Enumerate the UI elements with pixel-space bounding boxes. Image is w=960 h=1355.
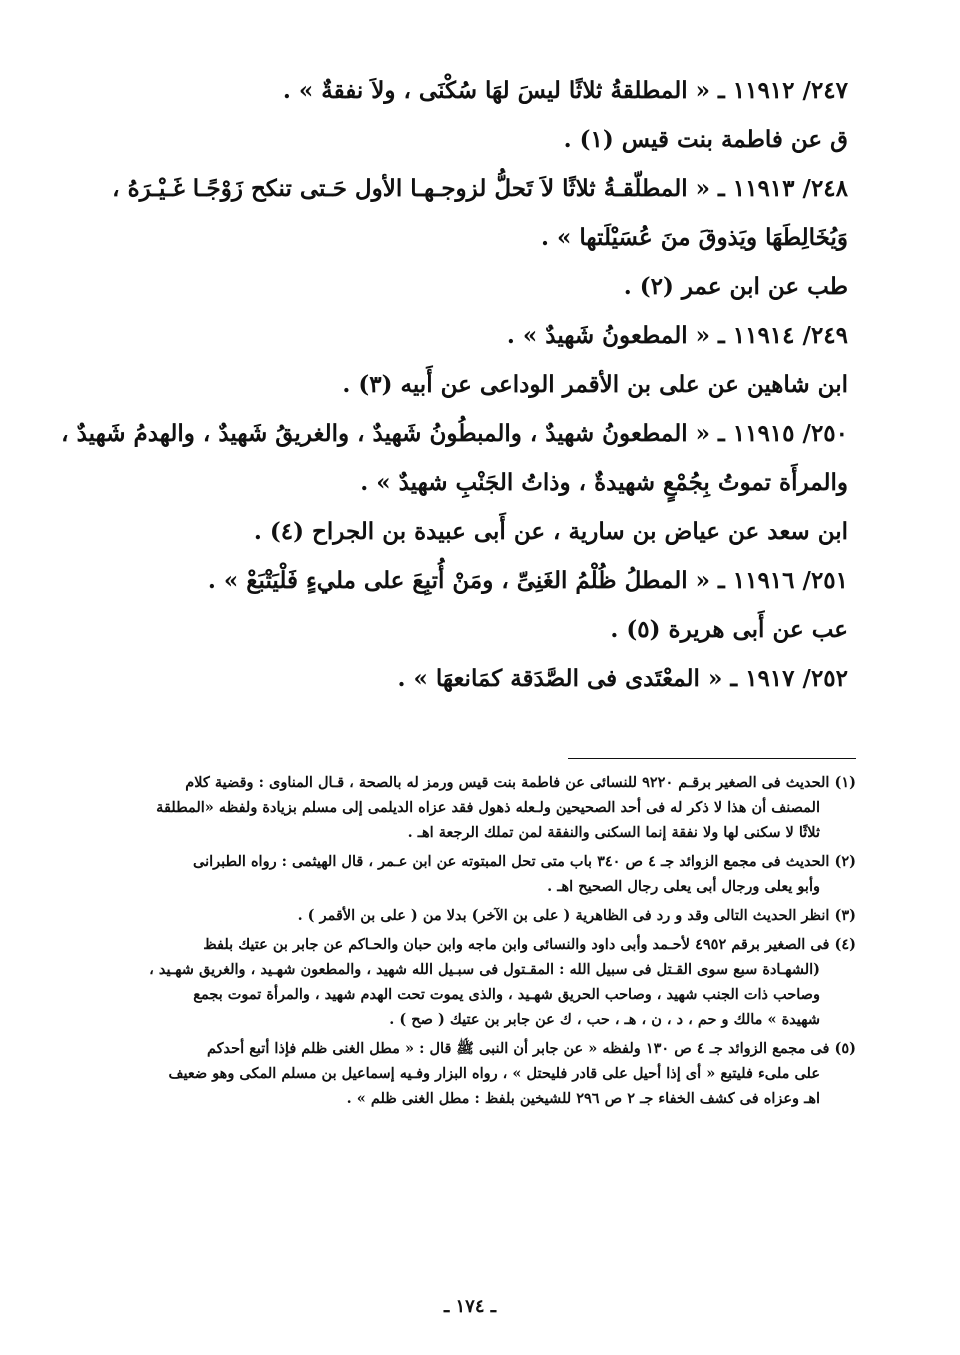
page-number: ـ ١٧٤ ـ [443, 1296, 497, 1317]
footnote-2-line-1: (٢) الحديث فى مجمع الزوائد جـ ٤ ص ٣٤٠ باب متى تحل المبتوته عن ابن عـمر ، قال الهيثمى : رواه الطبرانى [193, 853, 856, 870]
footnote-1-line-2: المصنف أن هذا لا ذكر له فى أحد الصحيحين ولـعله ذهول فقد عزاه الديلمى إلى مسلم بزيادة ولفظه «المطلقة [156, 799, 820, 816]
hadith-251-line: ٢٥١/ ١١٩١٦ ـ « المطلُ ظُلْمُ الغَنِىِّ ، ومَنْ أُتبِعَ على مليءٍ فَلْيَتْبَعْ » . [207, 567, 848, 594]
footnote-5-line-2: على ملىء فليتبع « أى إذا أحيل على قادر فليحتل » ، رواه البزار وفـيه إسماعيل بن مسلم المكى وهو ضعيف [168, 1065, 820, 1082]
footnote-4-line-2: (الشهـادة سبع سوى القـتل فى سبيل الله : المقـتول فى سبـيل الله شهيد ، والمطعون شهـيد ، والغريق شهـيد ، [149, 961, 820, 978]
footnote-separator [568, 758, 856, 759]
hadith-252-line: ٢٥٢/ ١٩١٧ ـ « المعْتَدى فى الصَّدَقة كمَانعهَا » . [397, 665, 848, 692]
footnote-1-line-1: (١) الحديث فى الصغير برقـم ٩٢٢٠ للنسائى عن فاطمة بنت قيس ورمز له بالصحة ، قـال المناوى : وقضية كلام [185, 774, 856, 791]
hadith-body [61, 66, 848, 703]
hadith-249-source: ابن شاهين عن على بن الأقمر الوداعى عن أَبيه (٣) . [342, 371, 848, 398]
hadith-249-line: ٢٤٩/ ١١٩١٤ ـ « المطعونُ شَهيدٌ » . [506, 322, 848, 349]
footnotes [80, 770, 856, 1111]
hadith-247-line: ٢٤٧/ ١١٩١٢ ـ « المطلقةُ ثلاثًا ليسَ لهَا سُكْنَى ، ولاَ نفقةٌ » . [282, 77, 848, 104]
footnote-1-line-3: ثلاثًا لا سكنى لها ولا نفقة إنما السكنى والنفقة لمن تملك الرجعة اهـ . [407, 824, 820, 841]
hadith-250-line-2: والمرأَة تموتُ بِجُمْعٍ شهيدةٌ ، وذاتُ الجَنْبِ شهيدٌ » . [360, 469, 848, 496]
hadith-251-source: عب عن أَبى هريرة (٥) . [610, 616, 848, 643]
footnote-4-line-1: (٤) فى الصغير برقم ٤٩٥٢ لأحـمد وأبى داود والنسائى وابن ماجه وابن حبان والحـاكم عن جابر بن عتيك بلفظ [203, 936, 856, 953]
hadith-248-source: طب عن ابن عمر (٢) . [623, 273, 848, 300]
footnote-2-line-2: وأبو يعلى ورجال أبى يعلى رجال الصحيح اهـ . [547, 878, 820, 895]
hadith-250-line-1: ٢٥٠/ ١١٩١٥ ـ « المطعونُ شهيدٌ ، والمبطُونُ شَهيدٌ ، والغريقُ شَهيدٌ ، والهدمُ شَهيدٌ ، [61, 420, 848, 447]
footnote-4-line-3: وصاحب ذات الجنب شهيد ، وصاحب الحريق شهـيد ، والذى يموت تحت الهدم شهيد ، والمرأة تموت بجمع [193, 986, 820, 1003]
hadith-250-source: ابن سعد عن عياض بن سارية ، عن أَبى عبيدة بن الجراح (٤) . [253, 518, 848, 545]
footnote-4-line-4: شهيدة » مالك و حم ، د ، ن ، هـ ، حب ، ك عن جابر بن عتيك ( صح ) . [389, 1011, 820, 1028]
footnote-5-line-1: (٥) فى مجمع الزوائد جـ ٤ ص ١٣٠ ولفظه « عن جابر أن النبى ﷺ قال : « مطل الغنى ظلم فإذا أتبع أحدكم [207, 1040, 856, 1057]
hadith-248-line-1: ٢٤٨/ ١١٩١٣ ـ « المطلّقـةُ ثلاثًا لاَ تَحلُّ لزوجـهـا الأول حَـتى تنكح زَوْجًـا غَـيْـرَهُ ، [112, 175, 848, 202]
footnote-3-line-1: (٣) انظر الحديث التالى وقد و رد فى الظاهرية ( على بن الآخر) بدلا من ( على بن الأقمر ) . [297, 907, 856, 924]
footnote-5-line-3: اهـ وعزاه فى كشف الخفاء جـ ٢ ص ٢٩٦ للشيخين بلفظ : مطل الغنى ظلم » . [346, 1090, 820, 1107]
hadith-248-line-2: وَيُخَالِطَهَا ويَذوقَ منَ عُسَيْلَتها » . [541, 224, 848, 251]
hadith-247-source: ق عن فاطمة بنت قيس (١) . [563, 126, 848, 153]
